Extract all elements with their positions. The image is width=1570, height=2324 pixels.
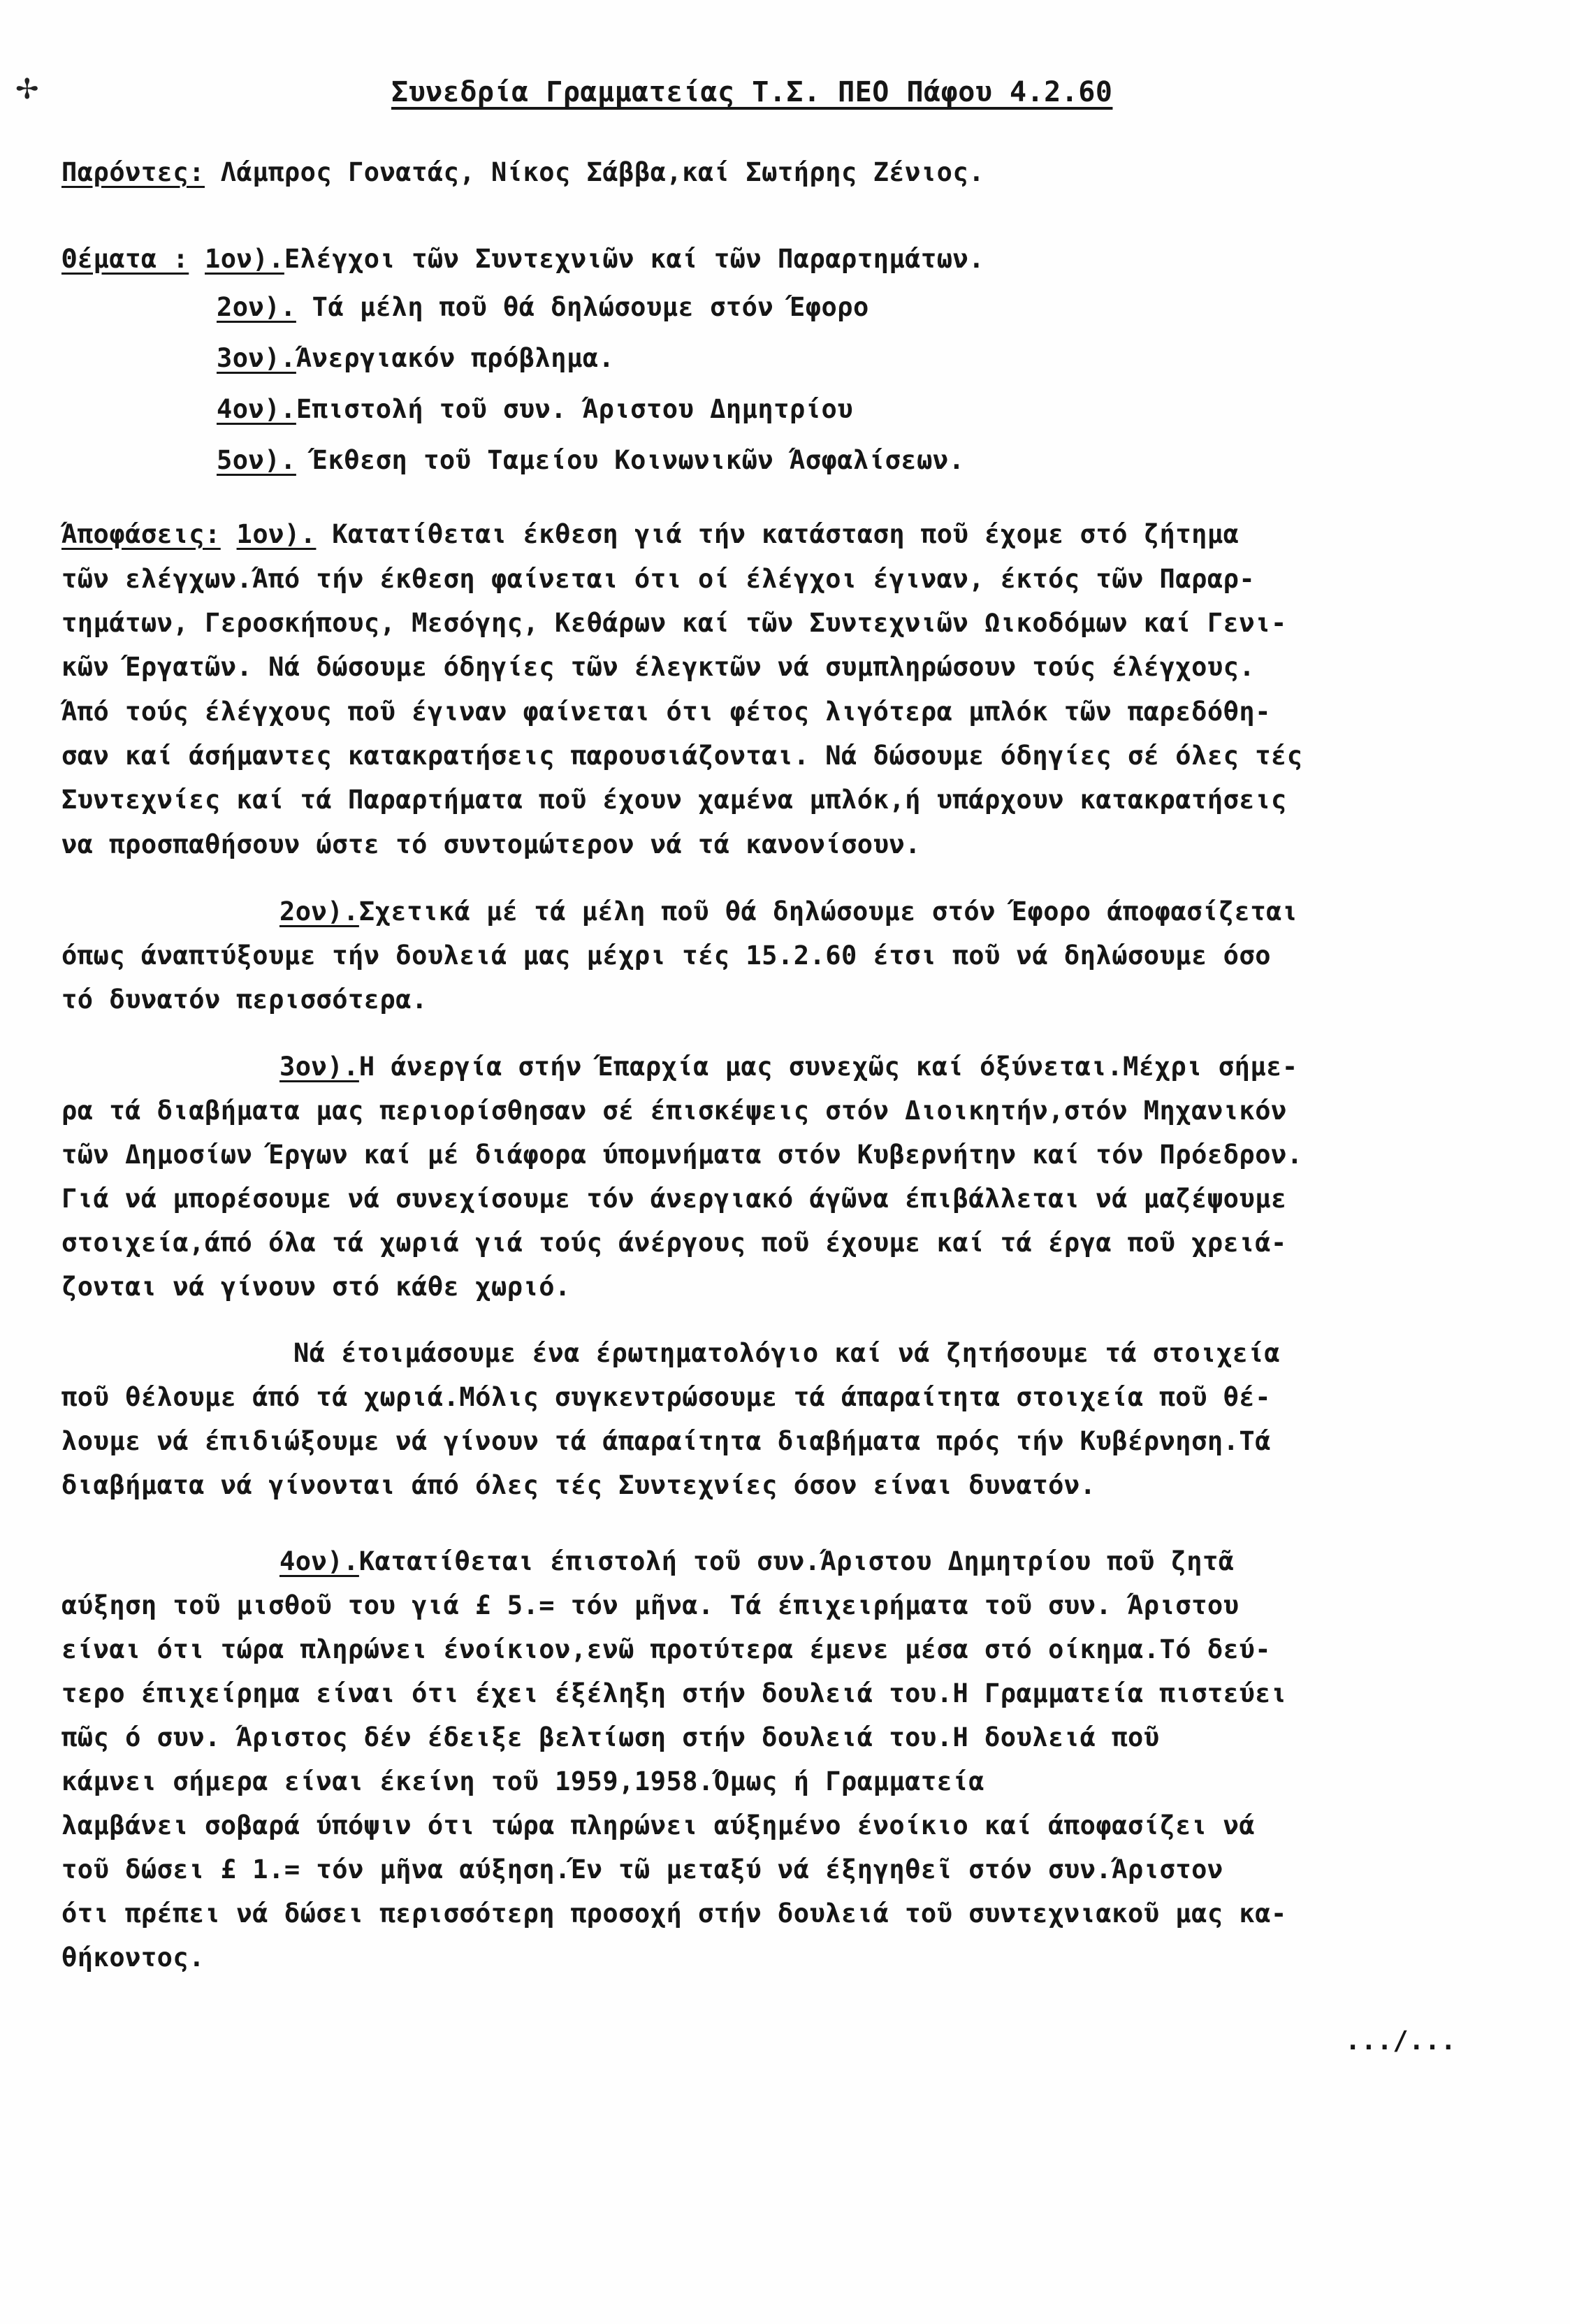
- decision-1-line-5: Άπό τούς έλέγχους ποῦ έγιναν φαίνεται ότι φέτος λιγότερα μπλόκ τῶν παρεδόθη-: [61, 697, 1271, 727]
- decision-3-line-3: τῶν Δημοσίων Έργων καί μέ διάφορα ύπομνήματα στόν Κυβερνήτην καί τόν Πρόεδρον.: [61, 1140, 1303, 1170]
- decision-4-line-5: πῶς ό συν. Άριστος δέν έδειξε βελτίωση στήν δουλειά του.Η δουλειά ποῦ: [61, 1722, 1160, 1752]
- topic-text: Ελέγχοι τῶν Συντεχνιῶν καί τῶν Παραρτημάτων.: [284, 244, 985, 274]
- topic-text: Άνεργιακόν πρόβλημα.: [296, 343, 615, 373]
- decision-4-line-7: τοῦ δώσει £ 1.= τόν μῆνα αύξηση.Έν τῶ μεταξύ νά έξηγηθεῖ στόν συν.Άριστον: [61, 1854, 1223, 1884]
- decision-3-line-7: Νά έτοιμάσουμε ένα έρωτηματολόγιο καί νά ζητήσουμε τά στοιχεία: [293, 1338, 1281, 1368]
- present-label: Παρόντες:: [61, 157, 205, 187]
- decision-3-line-9: λουμε νά έπιδιώξουμε νά γίνουν τά άπαραίτητα διαβήματα πρός τήν Κυβέρνηση.Τά: [61, 1426, 1271, 1456]
- decision-1-line-4: κῶν Έργατῶν. Νά δώσουμε όδηγίες τῶν έλεγκτῶν νά συμπληρώσουν τούς έλέγχους.: [61, 652, 1256, 682]
- document-title: Συνεδρία Γραμματείας Τ.Σ. ΠΕΟ Πάφου 4.2.60: [391, 76, 1113, 108]
- topics-label: Θέματα :: [61, 244, 189, 274]
- decision-number: 2ον).: [279, 896, 359, 927]
- decision-4-line-8: ότι πρέπει νά δώσει περισσότερη προσοχή στήν δουλειά τοῦ συντεχνιακοῦ μας κα-: [61, 1898, 1287, 1929]
- topic-text: Έκθεση τοῦ Ταμείου Κοινωνικῶν Άσφαλίσεων.: [296, 445, 965, 475]
- decision-text: Κατατίθεται έπιστολή τοῦ συν.Άριστου Δημητρίου ποῦ ζητᾶ: [358, 1546, 1235, 1576]
- decision-3-line-8: ποῦ θέλουμε άπό τά χωριά.Μόλις συγκεντρώσουμε τά άπαραίτητα στοιχεία ποῦ θέ-: [61, 1382, 1271, 1412]
- decision-1-line-7: Συντεχνίες καί τά Παραρτήματα ποῦ έχουν χαμένα μπλόκ,ή υπάρχουν κατακρατήσεις: [61, 785, 1287, 815]
- decision-number: 1ον).: [236, 519, 317, 549]
- decisions-label: Άποφάσεις:: [61, 519, 221, 549]
- topic-2: [217, 294, 869, 320]
- decision-3-line-2: ρα τά διαβήματα μας περιορίσθησαν σέ έπισκέψεις στόν Διοικητήν,στόν Μηχανικόν: [61, 1096, 1287, 1126]
- decision-text: Η άνεργία στήν Έπαρχία μας συνεχῶς καί όξύνεται.Μέχρι σήμε-: [358, 1052, 1298, 1082]
- topic-4: [217, 396, 853, 422]
- decision-4-line-5b: κάμνει σήμερα είναι έκείνη τοῦ 1959,1958.Όμως ή Γραμματεία: [61, 1766, 985, 1796]
- decision-number: 3ον).: [279, 1052, 359, 1082]
- decision-1-line-6: σαν καί άσήμαντες κατακρατήσεις παρουσιάζονται. Νά δώσουμε όδηγίες σέ όλες τές: [61, 741, 1303, 771]
- decision-1-line-8: να προσπαθήσουν ώστε τό συντομώτερον νά τά κανονίσουν.: [61, 829, 921, 859]
- continuation-marker: .../...: [1345, 2026, 1457, 2056]
- decision-2-line-1: [279, 896, 1298, 927]
- margin-mark: ✢: [15, 73, 39, 106]
- decision-1-line-1: [61, 521, 1239, 547]
- topic-number: 4ον).: [217, 394, 296, 424]
- decision-3-line-5: στοιχεία,άπό όλα τά χωριά γιά τούς άνέργους ποῦ έχουμε καί τά έργα ποῦ χρειά-: [61, 1228, 1287, 1258]
- decision-1-line-3: τημάτων, Γεροσκήπους, Μεσόγης, Κεθάρων καί τῶν Συντεχνιῶν Ωικοδόμων καί Γενι-: [61, 608, 1287, 638]
- decision-4-line-2: αύξηση τοῦ μισθοῦ του γιά £ 5.= τόν μῆνα. Τά έπιχειρήματα τοῦ συν. Άριστου: [61, 1590, 1240, 1620]
- present-line: [61, 159, 984, 185]
- decision-number: 4ον).: [279, 1546, 359, 1576]
- decision-3-line-4: Γιά νά μπορέσουμε νά συνεχίσουμε τόν άνεργιακό άγῶνα έπιβάλλεται νά μαζέψουμε: [61, 1184, 1287, 1214]
- topic-1: [61, 246, 984, 272]
- topic-number: 1ον).: [205, 244, 284, 274]
- decision-4-line-6: λαμβάνει σοβαρά ύπόψιν ότι τώρα πληρώνει αύξημένο ένοίκιο καί άποφασίζει νά: [61, 1810, 1256, 1840]
- decision-2-line-2: όπως άναπτύξουμε τήν δουλειά μας μέχρι τές 15.2.60 έτσι ποῦ νά δηλώσουμε όσο: [61, 941, 1271, 971]
- topic-number: 5ον).: [217, 445, 296, 475]
- decision-text: Κατατίθεται έκθεση γιά τήν κατάσταση ποῦ έχομε στό ζήτημα: [316, 519, 1240, 549]
- topic-number: 3ον).: [217, 343, 296, 373]
- decision-4-line-1: [279, 1548, 1235, 1574]
- decision-4-line-4: τερο έπιχείρημα είναι ότι έχει έξέληξη στήν δουλειά του.Η Γραμματεία πιστεύει: [61, 1678, 1287, 1708]
- topic-5: [217, 447, 964, 473]
- present-names: Λάμπρος Γονατάς, Νίκος Σάββα,καί Σωτήρης Ζένιος.: [220, 157, 985, 187]
- topic-text: Επιστολή τοῦ συν. Άριστου Δημητρίου: [296, 394, 854, 424]
- topic-number: 2ον).: [217, 292, 296, 322]
- topic-text: Τά μέλη ποῦ θά δηλώσουμε στόν Έφορο: [296, 292, 869, 322]
- decision-1-line-2: τῶν ελέγχων.Άπό τήν έκθεση φαίνεται ότι οί έλέγχοι έγιναν, έκτός τῶν Παραρ-: [61, 564, 1256, 594]
- decision-3-line-10: διαβήματα νά γίνονται άπό όλες τές Συντεχνίες όσον είναι δυνατόν.: [61, 1470, 1096, 1500]
- decision-4-line-9: θήκοντος.: [61, 1942, 205, 1973]
- decision-text: Σχετικά μέ τά μέλη ποῦ θά δηλώσουμε στόν Έφορο άποφασίζεται: [358, 896, 1298, 927]
- decision-2-line-3: τό δυνατόν περισσότερα.: [61, 985, 428, 1015]
- topic-3: [217, 345, 614, 371]
- decision-3-line-1: [279, 1054, 1298, 1080]
- decision-4-line-3: είναι ότι τώρα πληρώνει ένοίκιον,ενῶ προτύτερα έμενε μέσα στό οίκημα.Τό δεύ-: [61, 1634, 1271, 1664]
- decision-3-line-6: ζονται νά γίνουν στό κάθε χωριό.: [61, 1272, 571, 1302]
